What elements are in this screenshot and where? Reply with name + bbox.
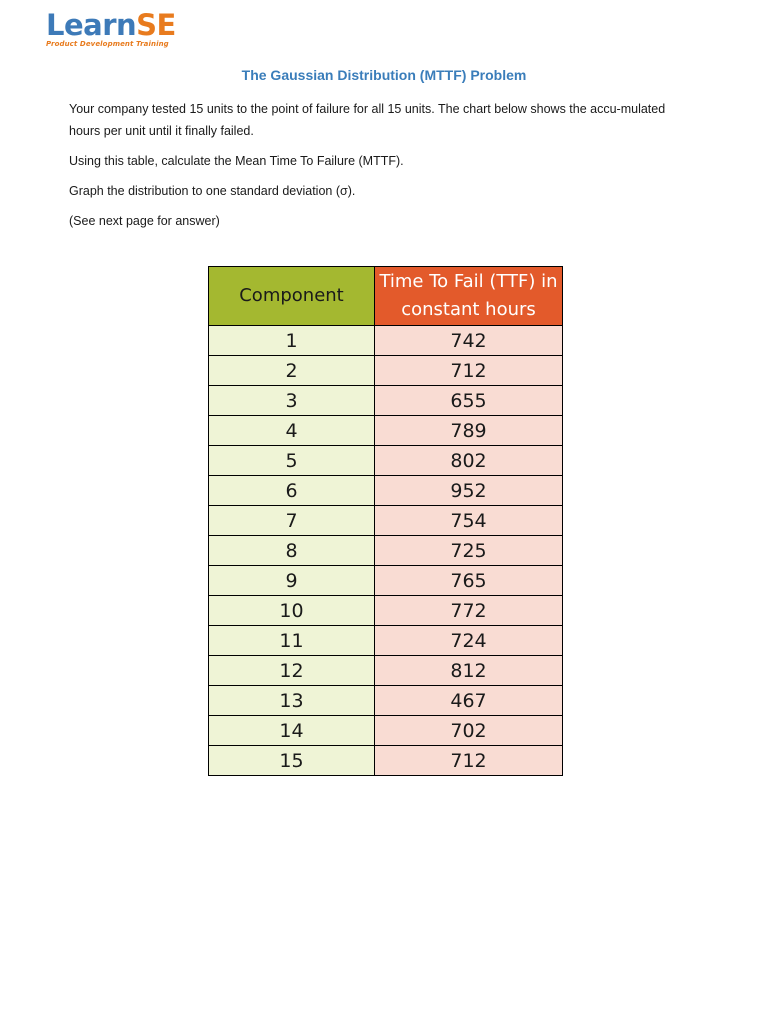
ttf-cell: 765 — [375, 566, 563, 596]
table-header-row — [209, 267, 563, 326]
ttf-cell: 742 — [375, 326, 563, 356]
table-row — [209, 356, 563, 386]
table-row — [209, 626, 563, 656]
ttf-cell: 802 — [375, 446, 563, 476]
component-cell: 9 — [209, 566, 375, 596]
ttf-cell: 467 — [375, 686, 563, 716]
table-row — [209, 476, 563, 506]
component-column-header: Component — [209, 267, 375, 326]
component-cell: 15 — [209, 746, 375, 776]
ttf-cell: 754 — [375, 506, 563, 536]
table-row — [209, 746, 563, 776]
ttf-table — [208, 266, 563, 776]
ttf-cell: 812 — [375, 656, 563, 686]
table-row — [209, 416, 563, 446]
ttf-cell: 712 — [375, 356, 563, 386]
instruction-mttf: Using this table, calculate the Mean Time To Failure (MTTF). — [69, 154, 404, 168]
ttf-cell: 789 — [375, 416, 563, 446]
table-row — [209, 506, 563, 536]
ttf-cell: 952 — [375, 476, 563, 506]
ttf-cell: 724 — [375, 626, 563, 656]
instruction-graph: Graph the distribution to one standard deviation (σ). — [69, 184, 356, 198]
page-title: The Gaussian Distribution (MTTF) Problem — [241, 67, 527, 83]
table-row — [209, 446, 563, 476]
component-cell: 11 — [209, 626, 375, 656]
logo-word-learn: Learn — [46, 8, 137, 42]
component-cell: 6 — [209, 476, 375, 506]
logo-word-se: SE — [136, 8, 176, 42]
table-row — [209, 326, 563, 356]
component-cell: 2 — [209, 356, 375, 386]
table-row — [209, 566, 563, 596]
ttf-column-header: Time To Fail (TTF) in constant hours — [375, 267, 563, 326]
table-row — [209, 536, 563, 566]
ttf-cell: 772 — [375, 596, 563, 626]
ttf-cell: 712 — [375, 746, 563, 776]
ttf-cell: 655 — [375, 386, 563, 416]
component-cell: 12 — [209, 656, 375, 686]
ttf-cell: 702 — [375, 716, 563, 746]
see-next-page-note: (See next page for answer) — [69, 214, 220, 228]
component-cell: 1 — [209, 326, 375, 356]
component-cell: 13 — [209, 686, 375, 716]
learnse-logo — [46, 10, 186, 50]
logo-tagline: Product Development Training — [46, 40, 169, 48]
table-row — [209, 386, 563, 416]
intro-paragraph: Your company tested 15 units to the point of failure for all 15 units. The chart below shows the accu-mulated hours per unit until it finally failed. — [69, 102, 666, 138]
component-cell: 10 — [209, 596, 375, 626]
component-cell: 7 — [209, 506, 375, 536]
table-row — [209, 686, 563, 716]
table-row — [209, 656, 563, 686]
ttf-cell: 725 — [375, 536, 563, 566]
component-cell: 14 — [209, 716, 375, 746]
component-cell: 8 — [209, 536, 375, 566]
table-row — [209, 596, 563, 626]
component-cell: 3 — [209, 386, 375, 416]
component-cell: 4 — [209, 416, 375, 446]
table-row — [209, 716, 563, 746]
logo-wordmark — [46, 10, 186, 40]
component-cell: 5 — [209, 446, 375, 476]
